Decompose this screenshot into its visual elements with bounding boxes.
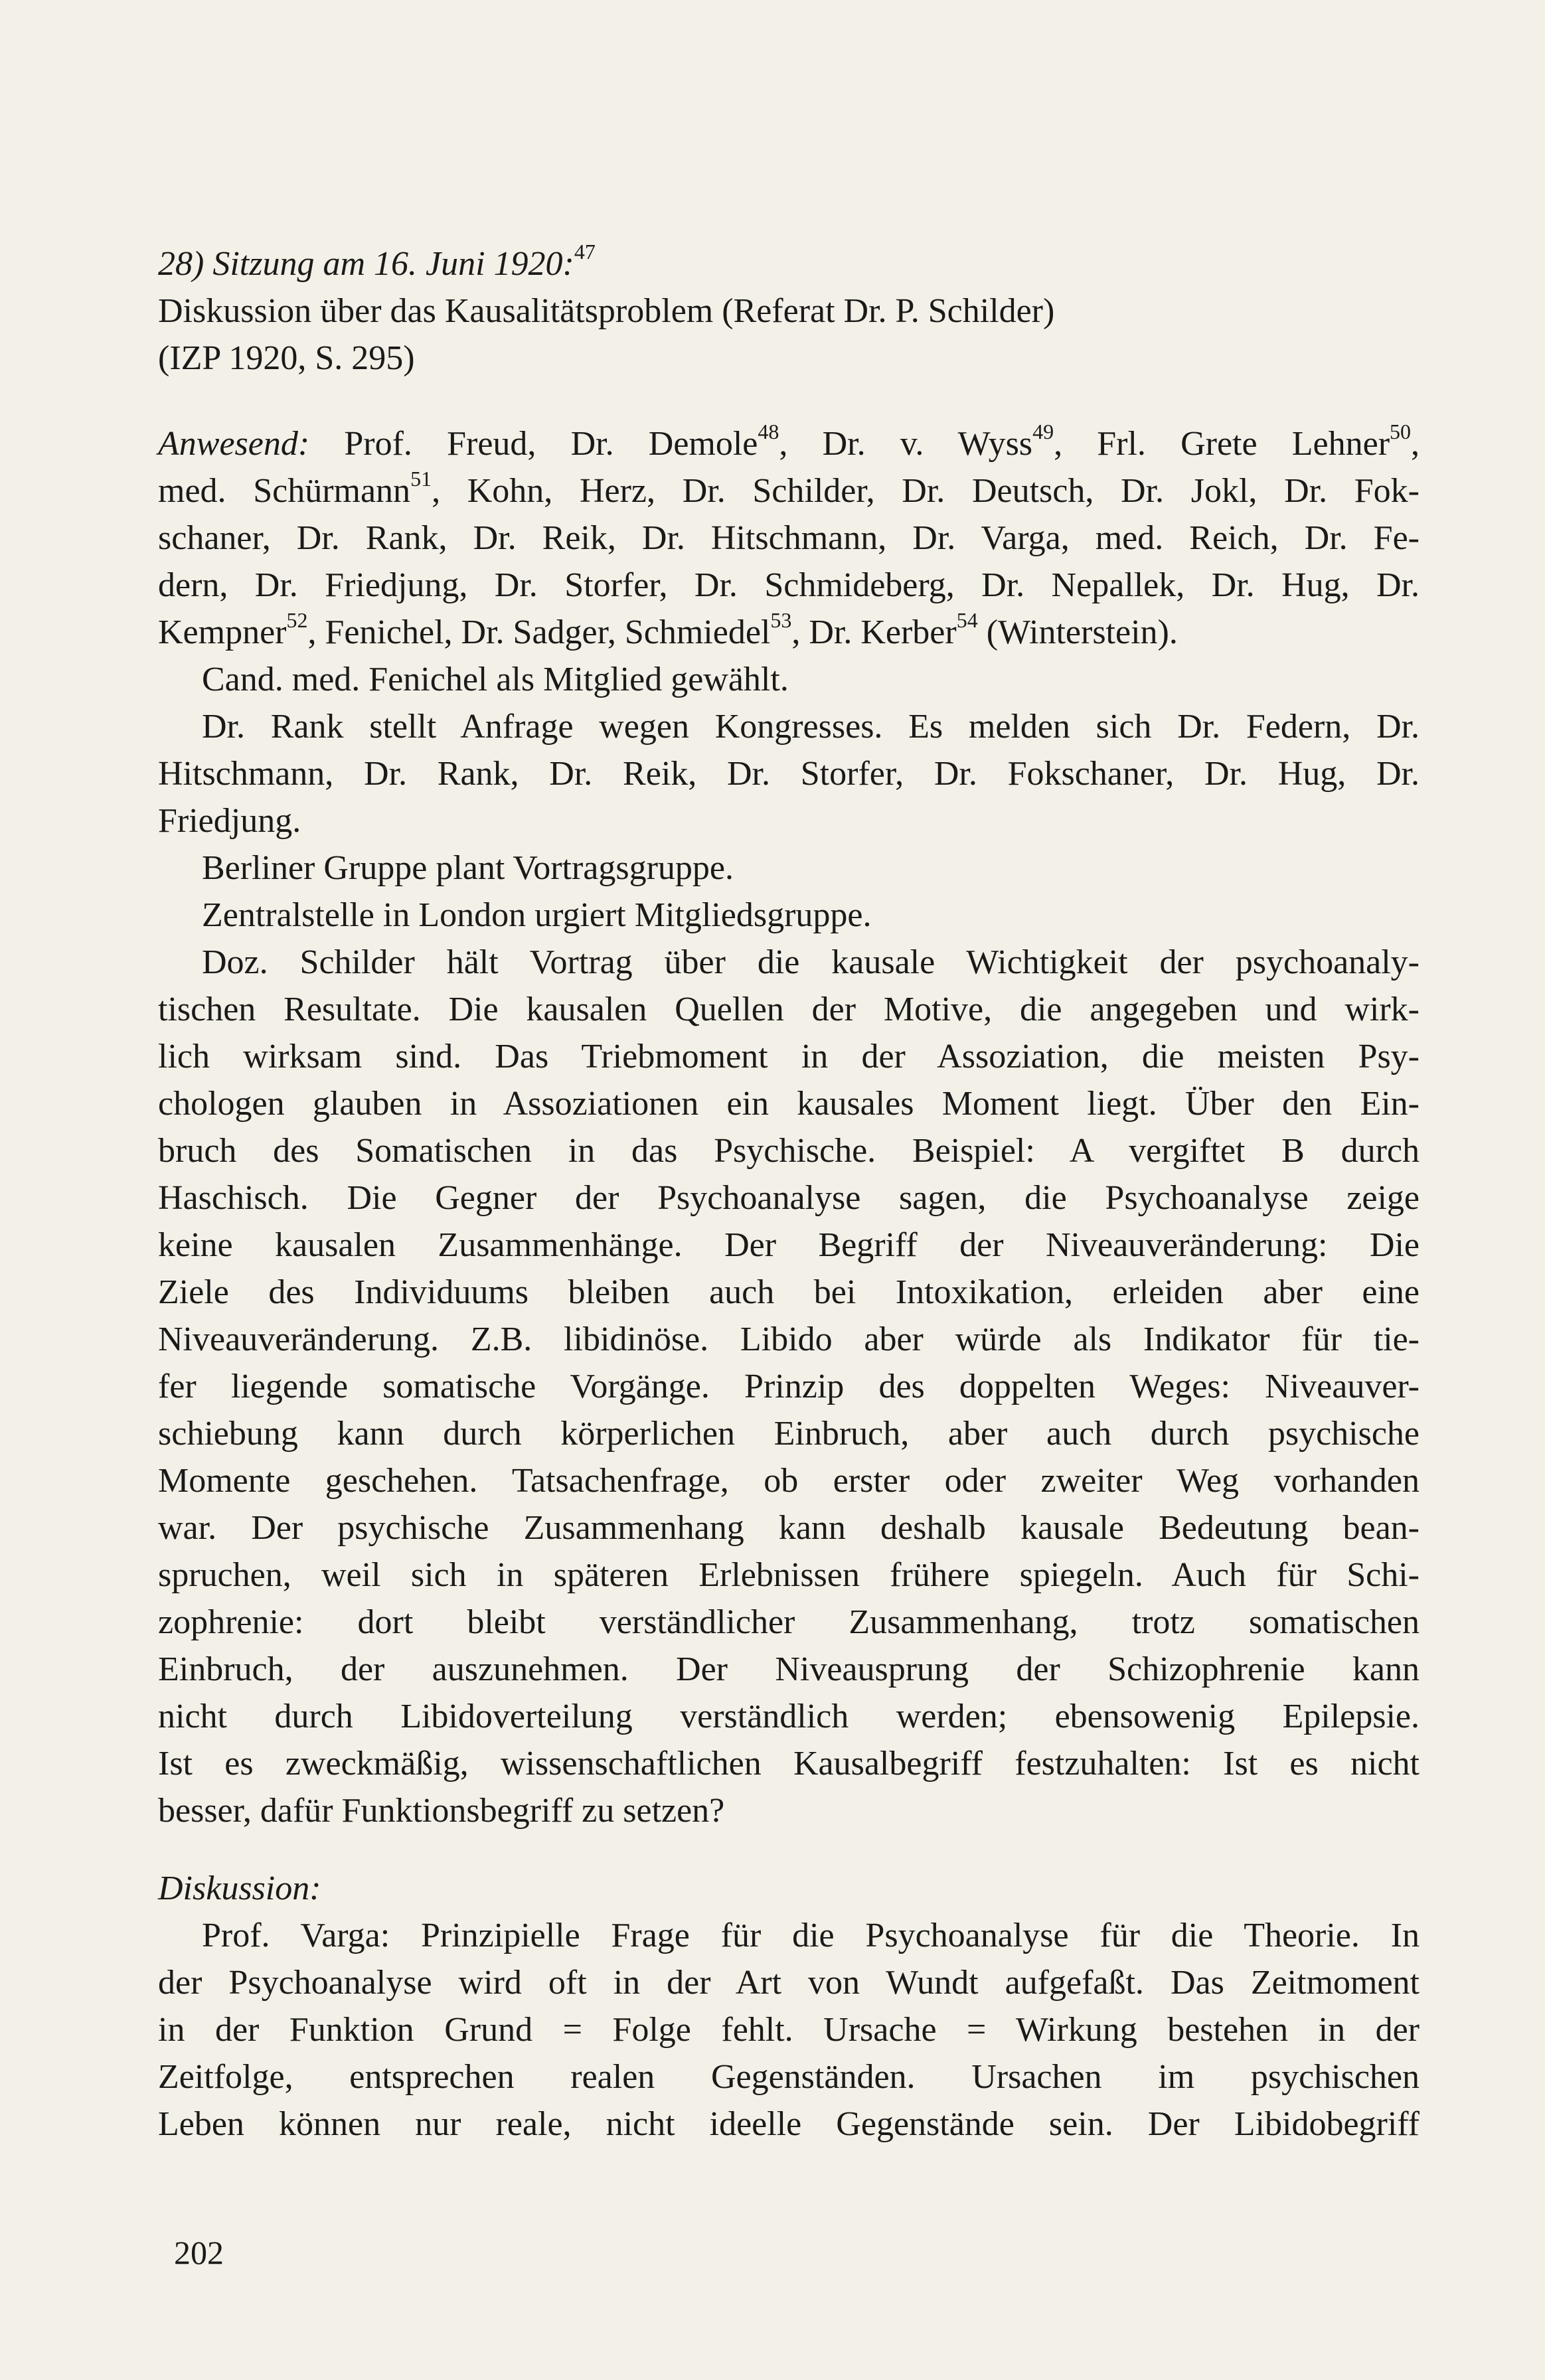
paragraph-line: der Psychoanalyse wird oft in der Art von Wundt aufgefaßt. Das Zeitmoment <box>158 1964 1420 2002</box>
paragraph-line: Einbruch, der auszunehmen. Der Niveausprung der Schizophrenie kann <box>158 1650 1420 1688</box>
attendance-line: dern, Dr. Friedjung, Dr. Storfer, Dr. Schmideberg, Dr. Nepallek, Dr. Hug, Dr. <box>158 566 1420 604</box>
paragraph-line: fer liegende somatische Vorgänge. Prinzip des doppelten Weges: Niveauver- <box>158 1368 1420 1405</box>
page-number: 202 <box>174 2234 224 2271</box>
paragraph-line: Niveauveränderung. Z.B. libidinöse. Libido aber würde als Indikator für tie- <box>158 1320 1420 1358</box>
paragraph-line: war. Der psychische Zusammenhang kann deshalb kausale Bedeutung bean- <box>158 1509 1420 1547</box>
paragraph-line: Zentralstelle in London urgiert Mitgliedsgruppe. <box>202 896 872 934</box>
paragraph-line: lich wirksam sind. Das Triebmoment in der Assoziation, die meisten Psy- <box>158 1038 1420 1075</box>
footnote-ref: 53 <box>770 607 792 632</box>
footnote-ref: 49 <box>1032 419 1054 443</box>
discussion-heading: Diskussion: <box>158 1869 321 1907</box>
footnote-ref: 51 <box>410 466 432 491</box>
footnote-ref: 52 <box>286 607 308 632</box>
paragraph-line: Haschisch. Die Gegner der Psychoanalyse sagen, die Psychoanalyse zeige <box>158 1179 1420 1217</box>
attendance-line: med. Schürmann$^{51}$, Kohn, Herz, Dr. Schilder, Dr. Deutsch, Dr. Jokl, Dr. Fok- <box>158 466 1420 510</box>
paragraph-line: in der Funktion Grund = Folge fehlt. Ursache = Wirkung bestehen in der <box>158 2011 1420 2049</box>
paragraph-line: zophrenie: dort bleibt verständlicher Zusammenhang, trotz somatischen <box>158 1603 1420 1641</box>
attendance-label: Anwesend: <box>158 425 310 463</box>
paragraph-line: Hitschmann, Dr. Rank, Dr. Reik, Dr. Storfer, Dr. Fokschaner, Dr. Hug, Dr. <box>158 755 1420 793</box>
attendance-line: Kempner$^{52}$, Fenichel, Dr. Sadger, Schmiedel$^{53}$, Dr. Kerber$^{54}$ (Winterstein). <box>158 607 1178 651</box>
paragraph-line: tischen Resultate. Die kausalen Quellen der Motive, die angegeben und wirk- <box>158 991 1420 1028</box>
paragraph <box>158 892 1420 939</box>
footnote-ref: 54 <box>956 607 978 632</box>
session-source: (IZP 1920, S. 295) <box>158 339 415 377</box>
paragraph-line: nicht durch Libidoverteilung verständlich werden; ebensowenig Epilepsie. <box>158 1698 1420 1735</box>
paragraph <box>158 703 1420 844</box>
paragraph-line: Prof. Varga: Prinzipielle Frage für die Psychoanalyse für die Theorie. In <box>202 1917 1420 1954</box>
paragraph-line: schiebung kann durch körperlichen Einbruch, aber auch durch psychische <box>158 1415 1420 1453</box>
paragraph-line: Momente geschehen. Tatsachenfrage, ob erster oder zweiter Weg vorhanden <box>158 1462 1420 1500</box>
paragraph-line: chologen glauben in Assoziationen ein kausales Moment liegt. Über den Ein- <box>158 1085 1420 1123</box>
discussion-paragraph <box>158 1912 1420 2148</box>
paragraph <box>158 844 1420 892</box>
paragraph-line: Doz. Schilder hält Vortrag über die kausale Wichtigkeit der psychoanaly- <box>202 943 1420 981</box>
paragraph-line: Leben können nur reale, nicht ideelle Gegenstände sein. Der Libidobegriff <box>158 2105 1420 2143</box>
footnote-ref: 50 <box>1390 419 1412 443</box>
text-block <box>158 240 1420 2148</box>
paragraph-line: Dr. Rank stellt Anfrage wegen Kongresses. Es melden sich Dr. Federn, Dr. <box>202 708 1420 746</box>
paragraph-line: Ziele des Individuums bleiben auch bei Intoxikation, erleiden aber eine <box>158 1273 1420 1311</box>
paragraph-line: spruchen, weil sich in späteren Erlebnissen frühere spiegeln. Auch für Schi- <box>158 1556 1420 1594</box>
paragraph-line: Berliner Gruppe plant Vortragsgruppe. <box>202 849 734 887</box>
paragraph-line: Friedjung. <box>158 802 301 840</box>
paragraph-line: Ist es zweckmäßig, wissenschaftlichen Kausalbegriff festzuhalten: Ist es nicht <box>158 1745 1420 1783</box>
session-heading: 28) Sitzung am 16. Juni 1920:$^{47}$ <box>158 239 596 283</box>
paragraph-line: bruch des Somatischen in das Psychische. Beispiel: A vergiftet B durch <box>158 1132 1420 1170</box>
footnote-ref: 48 <box>758 419 779 443</box>
lecture-paragraph <box>158 939 1420 1834</box>
paragraph-line: besser, dafür Funktionsbegriff zu setzen? <box>158 1792 725 1830</box>
attendance-line: Anwesend: Prof. Freud, Dr. Demole$^{48}$, Dr. v. Wyss$^{49}$, Frl. Grete Lehner$^{50}$, <box>158 419 1420 463</box>
paragraph-line: keine kausalen Zusammenhänge. Der Begriff der Niveauveränderung: Die <box>158 1226 1420 1264</box>
attendance-paragraph <box>158 420 1420 656</box>
paragraph-line: Zeitfolge, entsprechen realen Gegenständen. Ursachen im psychischen <box>158 2058 1420 2096</box>
paragraph <box>158 656 1420 703</box>
footnote-ref: 47 <box>574 239 596 264</box>
paragraph-line: Cand. med. Fenichel als Mitglied gewählt. <box>202 661 789 698</box>
attendance-line: schaner, Dr. Rank, Dr. Reik, Dr. Hitschmann, Dr. Varga, med. Reich, Dr. Fe- <box>158 519 1420 557</box>
session-topic: Diskussion über das Kausalitätsproblem (Referat Dr. P. Schilder) <box>158 292 1055 330</box>
